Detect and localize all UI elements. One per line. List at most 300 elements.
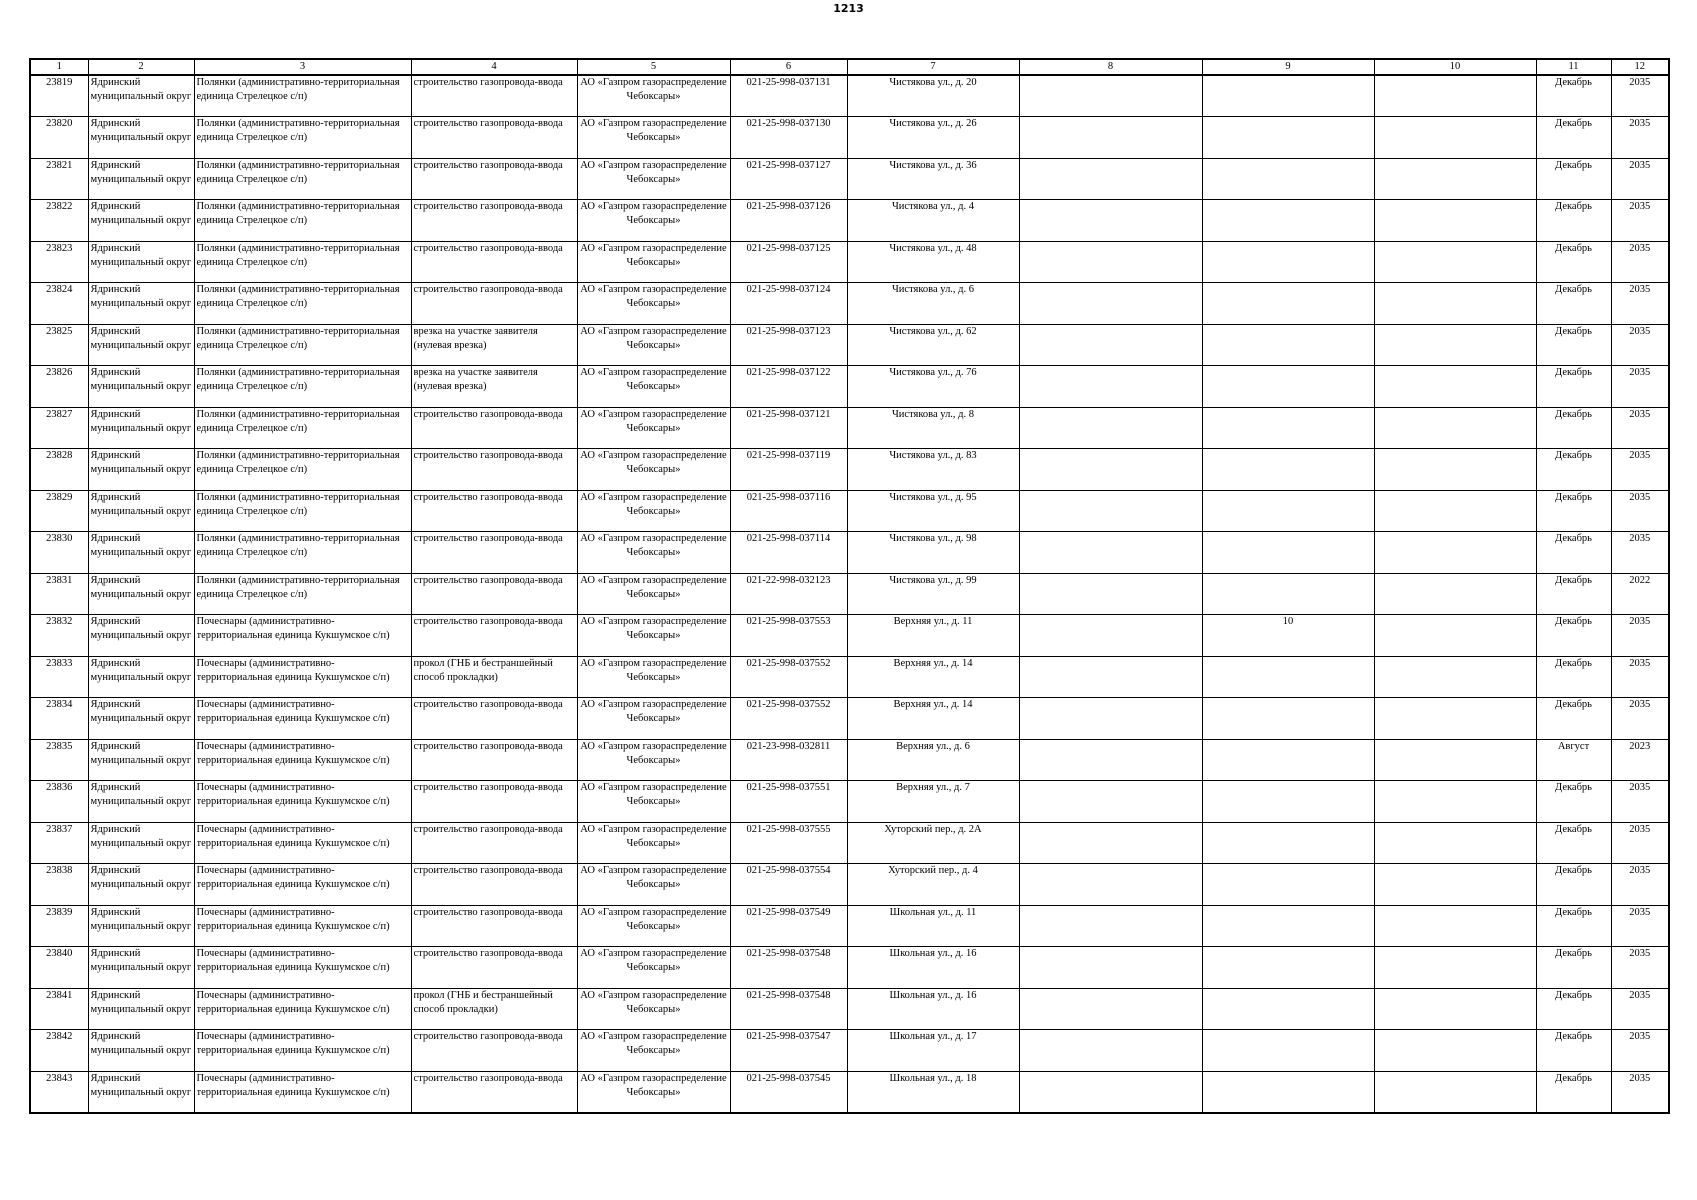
code-cell xyxy=(730,1030,847,1072)
cell-text: Декабрь xyxy=(1555,77,1592,88)
cell-text: 23842 xyxy=(46,1031,73,1042)
col9-cell xyxy=(1202,532,1374,574)
cell-text: Декабрь xyxy=(1555,284,1592,295)
col9-cell xyxy=(1202,283,1374,325)
cell-text: Декабрь xyxy=(1555,408,1592,420)
address-cell xyxy=(847,1030,1019,1072)
year-cell xyxy=(1611,532,1669,574)
address-cell xyxy=(847,988,1019,1030)
year-cell xyxy=(1611,615,1669,657)
cell-text: 2023 xyxy=(1629,740,1651,752)
cell-text: 021-25-998-037551 xyxy=(746,782,831,793)
district-cell xyxy=(88,656,194,698)
column-header-7: 7 xyxy=(847,59,1019,75)
district-cell xyxy=(88,822,194,864)
col8-cell xyxy=(1019,449,1202,491)
code-cell xyxy=(730,324,847,366)
column-header-4: 4 xyxy=(411,59,577,75)
col8-cell xyxy=(1019,988,1202,1030)
month-cell xyxy=(1536,241,1611,283)
cell-text: строительство газопровода-ввода xyxy=(413,699,563,710)
code-cell xyxy=(730,905,847,947)
cell-text: 2035 xyxy=(1629,367,1651,378)
cell-text: Ядринский муниципальный округ xyxy=(90,574,192,600)
cell-text: Декабрь xyxy=(1555,450,1592,461)
district-cell xyxy=(88,988,194,1030)
cell-text: 2035 xyxy=(1629,118,1651,129)
col9-cell xyxy=(1202,490,1374,532)
cell-text: 021-25-998-037547 xyxy=(746,1031,831,1042)
cell-text: Полянки (административно-территориальная единица Стрелецкое с/п) xyxy=(196,491,400,517)
address-cell xyxy=(847,158,1019,200)
cell-text: Декабрь xyxy=(1555,159,1592,171)
cell-text: Ядринский муниципальный округ xyxy=(90,118,192,143)
settlement-cell xyxy=(194,988,411,1030)
cell-text: Почеснары (административно-территориальная единица Кукшумское с/п) xyxy=(196,906,390,932)
cell-text: АО «Газпром газораспределение Чебоксары» xyxy=(580,491,727,517)
cell-text: Декабрь xyxy=(1555,574,1592,586)
cell-text: Верхняя ул., д. 14 xyxy=(893,657,973,669)
cell-text: Декабрь xyxy=(1555,1031,1592,1042)
cell-text: 021-25-998-037125 xyxy=(746,242,831,254)
cell-text: АО «Газпром газораспределение Чебоксары» xyxy=(580,574,727,600)
cell-text: строительство газопровода-ввода xyxy=(413,77,563,88)
cell-text: строительство газопровода-ввода xyxy=(413,782,563,793)
month-cell xyxy=(1536,1071,1611,1113)
organization-cell xyxy=(577,1071,730,1113)
cell-text: Чистякова ул., д. 98 xyxy=(889,533,977,544)
cell-text: Чистякова ул., д. 36 xyxy=(889,159,977,171)
cell-text: АО «Газпром газораспределение Чебоксары» xyxy=(580,865,727,890)
district-cell xyxy=(88,615,194,657)
cell-text: Ядринский муниципальный округ xyxy=(90,906,192,932)
district-cell xyxy=(88,947,194,989)
organization-cell xyxy=(577,490,730,532)
cell-text: АО «Газпром газораспределение Чебоксары» xyxy=(580,77,727,102)
cell-text: 021-25-998-037555 xyxy=(746,823,831,835)
row-number-cell xyxy=(30,573,88,615)
cell-text: Чистякова ул., д. 4 xyxy=(891,201,975,212)
year-cell xyxy=(1611,905,1669,947)
address-cell xyxy=(847,366,1019,408)
organization-cell xyxy=(577,573,730,615)
settlement-cell xyxy=(194,864,411,906)
col8-cell xyxy=(1019,656,1202,698)
col10-cell xyxy=(1374,407,1536,449)
organization-cell xyxy=(577,988,730,1030)
col8-cell xyxy=(1019,947,1202,989)
cell-text: 2035 xyxy=(1629,450,1651,461)
code-cell xyxy=(730,573,847,615)
organization-cell xyxy=(577,158,730,200)
row-number-cell xyxy=(30,117,88,159)
cell-text: 021-25-998-037126 xyxy=(746,201,831,212)
cell-text: 021-25-998-037548 xyxy=(746,948,831,959)
cell-text: Декабрь xyxy=(1555,242,1592,254)
month-cell xyxy=(1536,947,1611,989)
row-number-cell xyxy=(30,449,88,491)
year-cell xyxy=(1611,241,1669,283)
table-row xyxy=(30,117,1669,159)
cell-text: строительство газопровода-ввода xyxy=(413,574,563,586)
col9-cell xyxy=(1202,905,1374,947)
work-type-cell xyxy=(411,573,577,615)
month-cell xyxy=(1536,324,1611,366)
code-cell xyxy=(730,698,847,740)
cell-text: 2035 xyxy=(1629,284,1651,295)
month-cell xyxy=(1536,739,1611,781)
work-type-cell xyxy=(411,615,577,657)
organization-cell xyxy=(577,283,730,325)
cell-text: Верхняя ул., д. 14 xyxy=(893,699,973,710)
cell-text: 021-25-998-037130 xyxy=(746,118,831,129)
month-cell xyxy=(1536,1030,1611,1072)
organization-cell xyxy=(577,656,730,698)
organization-cell xyxy=(577,1030,730,1072)
col9-cell xyxy=(1202,781,1374,823)
cell-text: Декабрь xyxy=(1555,616,1592,627)
year-cell xyxy=(1611,1071,1669,1113)
cell-text: Почеснары (административно-территориальная единица Кукшумское с/п) xyxy=(196,823,390,849)
cell-text: Декабрь xyxy=(1555,201,1592,212)
table-row xyxy=(30,283,1669,325)
work-type-cell xyxy=(411,1030,577,1072)
settlement-cell xyxy=(194,200,411,242)
month-cell xyxy=(1536,864,1611,906)
cell-text: АО «Газпром газораспределение Чебоксары» xyxy=(580,201,727,226)
cell-text: 23835 xyxy=(46,740,73,752)
address-cell xyxy=(847,905,1019,947)
organization-cell xyxy=(577,864,730,906)
work-type-cell xyxy=(411,905,577,947)
cell-text: 2022 xyxy=(1629,574,1651,586)
month-cell xyxy=(1536,75,1611,117)
cell-text: Ядринский муниципальный округ xyxy=(90,1031,192,1056)
address-cell xyxy=(847,947,1019,989)
settlement-cell xyxy=(194,283,411,325)
row-number-cell xyxy=(30,739,88,781)
table-row xyxy=(30,988,1669,1030)
code-cell xyxy=(730,822,847,864)
settlement-cell xyxy=(194,822,411,864)
row-number-cell xyxy=(30,407,88,449)
cell-text: Декабрь xyxy=(1555,325,1592,337)
cell-text: Декабрь xyxy=(1555,367,1592,378)
work-type-cell xyxy=(411,366,577,408)
col9-cell xyxy=(1202,117,1374,159)
col10-cell xyxy=(1374,1030,1536,1072)
col9-cell xyxy=(1202,615,1374,657)
cell-text: 2035 xyxy=(1629,906,1651,918)
settlement-cell xyxy=(194,1030,411,1072)
organization-cell xyxy=(577,822,730,864)
address-cell xyxy=(847,573,1019,615)
cell-text: 23834 xyxy=(46,699,73,710)
row-number-cell xyxy=(30,822,88,864)
work-type-cell xyxy=(411,988,577,1030)
cell-text: Верхняя ул., д. 11 xyxy=(893,616,973,627)
col9-cell xyxy=(1202,698,1374,740)
settlement-cell xyxy=(194,573,411,615)
row-number-cell xyxy=(30,615,88,657)
cell-text: 23826 xyxy=(46,367,73,378)
cell-text: Ядринский муниципальный округ xyxy=(90,77,192,102)
cell-text: Декабрь xyxy=(1555,989,1592,1001)
code-cell xyxy=(730,864,847,906)
col8-cell xyxy=(1019,407,1202,449)
cell-text: Декабрь xyxy=(1555,533,1592,544)
col8-cell xyxy=(1019,1030,1202,1072)
code-cell xyxy=(730,1071,847,1113)
cell-text: АО «Газпром газораспределение Чебоксары» xyxy=(580,159,727,185)
col10-cell xyxy=(1374,781,1536,823)
cell-text: Хуторский пер., д. 2А xyxy=(884,823,982,835)
cell-text: строительство газопровода-ввода xyxy=(413,284,563,295)
cell-text: 23823 xyxy=(46,242,73,254)
cell-text: 2035 xyxy=(1629,408,1651,420)
cell-text: АО «Газпром газораспределение Чебоксары» xyxy=(580,367,727,392)
cell-text: строительство газопровода-ввода xyxy=(413,948,563,959)
cell-text: прокол (ГНБ и бестраншейный способ прокладки) xyxy=(413,657,553,683)
cell-text: Полянки (административно-территориальная единица Стрелецкое с/п) xyxy=(196,159,400,185)
organization-cell xyxy=(577,739,730,781)
cell-text: 021-25-998-037127 xyxy=(746,159,831,171)
col9-cell xyxy=(1202,449,1374,491)
address-cell xyxy=(847,490,1019,532)
col8-cell xyxy=(1019,366,1202,408)
page-number: 1213 xyxy=(833,2,864,15)
cell-text: Ядринский муниципальный округ xyxy=(90,367,192,392)
work-type-cell xyxy=(411,532,577,574)
cell-text: Ядринский муниципальный округ xyxy=(90,989,192,1015)
cell-text: врезка на участке заявителя (нулевая врезка) xyxy=(413,325,538,351)
cell-text: 2035 xyxy=(1629,201,1651,212)
work-type-cell xyxy=(411,449,577,491)
cell-text: Чистякова ул., д. 99 xyxy=(889,574,977,586)
column-header-11: 11 xyxy=(1536,59,1611,75)
cell-text: 2035 xyxy=(1629,325,1651,337)
code-cell xyxy=(730,739,847,781)
cell-text: 2035 xyxy=(1629,491,1651,503)
cell-text: Декабрь xyxy=(1555,1072,1592,1084)
cell-text: 23830 xyxy=(46,533,73,544)
cell-text: 021-22-998-032123 xyxy=(746,574,831,586)
address-cell xyxy=(847,449,1019,491)
cell-text: Полянки (административно-территориальная единица Стрелецкое с/п) xyxy=(196,533,400,558)
cell-text: 2035 xyxy=(1629,533,1651,544)
cell-text: АО «Газпром газораспределение Чебоксары» xyxy=(580,1031,727,1056)
work-type-cell xyxy=(411,117,577,159)
month-cell xyxy=(1536,822,1611,864)
year-cell xyxy=(1611,366,1669,408)
code-cell xyxy=(730,200,847,242)
cell-text: строительство газопровода-ввода xyxy=(413,118,563,129)
cell-text: Ядринский муниципальный округ xyxy=(90,533,192,558)
table-body xyxy=(30,75,1669,1113)
cell-text: Школьная ул., д. 18 xyxy=(889,1072,977,1084)
address-cell xyxy=(847,781,1019,823)
month-cell xyxy=(1536,656,1611,698)
column-header-12: 12 xyxy=(1611,59,1669,75)
cell-text: строительство газопровода-ввода xyxy=(413,533,563,544)
settlement-cell xyxy=(194,449,411,491)
table-row xyxy=(30,449,1669,491)
district-cell xyxy=(88,698,194,740)
month-cell xyxy=(1536,781,1611,823)
year-cell xyxy=(1611,449,1669,491)
column-header-2: 2 xyxy=(88,59,194,75)
settlement-cell xyxy=(194,324,411,366)
year-cell xyxy=(1611,490,1669,532)
col8-cell xyxy=(1019,781,1202,823)
col10-cell xyxy=(1374,241,1536,283)
cell-text: Полянки (административно-территориальная единица Стрелецкое с/п) xyxy=(196,574,400,600)
cell-text: 2035 xyxy=(1629,823,1651,835)
table-row xyxy=(30,905,1669,947)
cell-text: Полянки (административно-территориальная единица Стрелецкое с/п) xyxy=(196,325,400,351)
col8-cell xyxy=(1019,1071,1202,1113)
cell-text: Чистякова ул., д. 20 xyxy=(889,77,977,88)
year-cell xyxy=(1611,864,1669,906)
col10-cell xyxy=(1374,822,1536,864)
row-number-cell xyxy=(30,905,88,947)
month-cell xyxy=(1536,117,1611,159)
month-cell xyxy=(1536,573,1611,615)
col8-cell xyxy=(1019,158,1202,200)
column-header-10: 10 xyxy=(1374,59,1536,75)
cell-text: 23837 xyxy=(46,823,73,835)
month-cell xyxy=(1536,532,1611,574)
col9-cell xyxy=(1202,822,1374,864)
cell-text: 2035 xyxy=(1629,989,1651,1001)
cell-text: 2035 xyxy=(1629,616,1651,627)
year-cell xyxy=(1611,739,1669,781)
col8-cell xyxy=(1019,283,1202,325)
work-type-cell xyxy=(411,490,577,532)
cell-text: строительство газопровода-ввода xyxy=(413,906,563,918)
cell-text: АО «Газпром газораспределение Чебоксары» xyxy=(580,118,727,143)
cell-text: Чистякова ул., д. 48 xyxy=(889,242,977,254)
cell-text: строительство газопровода-ввода xyxy=(413,491,563,503)
work-type-cell xyxy=(411,822,577,864)
cell-text: 021-25-998-037554 xyxy=(746,865,831,876)
col9-cell xyxy=(1202,1030,1374,1072)
column-header-6: 6 xyxy=(730,59,847,75)
settlement-cell xyxy=(194,739,411,781)
col8-cell xyxy=(1019,117,1202,159)
cell-text: Почеснары (административно-территориальная единица Кукшумское с/п) xyxy=(196,989,390,1015)
month-cell xyxy=(1536,366,1611,408)
col8-cell xyxy=(1019,200,1202,242)
cell-text: Полянки (административно-территориальная единица Стрелецкое с/п) xyxy=(196,77,400,102)
table-row xyxy=(30,490,1669,532)
cell-text: Чистякова ул., д. 6 xyxy=(891,284,975,295)
settlement-cell xyxy=(194,615,411,657)
settlement-cell xyxy=(194,1071,411,1113)
cell-text: Декабрь xyxy=(1555,823,1592,835)
cell-text: Ядринский муниципальный округ xyxy=(90,865,192,890)
year-cell xyxy=(1611,822,1669,864)
year-cell xyxy=(1611,75,1669,117)
settlement-cell xyxy=(194,490,411,532)
table-row xyxy=(30,407,1669,449)
district-cell xyxy=(88,324,194,366)
code-cell xyxy=(730,75,847,117)
table-row xyxy=(30,739,1669,781)
settlement-cell xyxy=(194,905,411,947)
organization-cell xyxy=(577,75,730,117)
work-type-cell xyxy=(411,781,577,823)
row-number-cell xyxy=(30,532,88,574)
row-number-cell xyxy=(30,366,88,408)
district-cell xyxy=(88,75,194,117)
year-cell xyxy=(1611,988,1669,1030)
cell-text: Ядринский муниципальный округ xyxy=(90,740,192,766)
district-cell xyxy=(88,1071,194,1113)
col8-cell xyxy=(1019,241,1202,283)
address-cell xyxy=(847,615,1019,657)
col9-cell xyxy=(1202,864,1374,906)
col10-cell xyxy=(1374,947,1536,989)
col10-cell xyxy=(1374,988,1536,1030)
cell-text: АО «Газпром газораспределение Чебоксары» xyxy=(580,450,727,475)
col8-cell xyxy=(1019,532,1202,574)
row-number-cell xyxy=(30,75,88,117)
cell-text: Ядринский муниципальный округ xyxy=(90,201,192,226)
cell-text: Почеснары (административно-территориальная единица Кукшумское с/п) xyxy=(196,657,390,683)
cell-text: Ядринский муниципальный округ xyxy=(90,782,192,807)
year-cell xyxy=(1611,283,1669,325)
work-type-cell xyxy=(411,656,577,698)
code-cell xyxy=(730,490,847,532)
cell-text: 021-25-998-037116 xyxy=(746,491,831,503)
cell-text: 2035 xyxy=(1629,159,1651,171)
cell-text: АО «Газпром газораспределение Чебоксары» xyxy=(580,284,727,309)
month-cell xyxy=(1536,988,1611,1030)
organization-cell xyxy=(577,532,730,574)
cell-text: Чистякова ул., д. 26 xyxy=(889,118,977,129)
col9-cell xyxy=(1202,324,1374,366)
cell-text: Декабрь xyxy=(1555,491,1592,503)
code-cell xyxy=(730,117,847,159)
col10-cell xyxy=(1374,698,1536,740)
cell-text: Ядринский муниципальный округ xyxy=(90,408,192,434)
cell-text: 021-25-998-037124 xyxy=(746,284,831,295)
cell-text: строительство газопровода-ввода xyxy=(413,201,563,212)
cell-text: 021-25-998-037553 xyxy=(746,616,831,627)
cell-text: АО «Газпром газораспределение Чебоксары» xyxy=(580,657,727,683)
cell-text: строительство газопровода-ввода xyxy=(413,865,563,876)
district-cell xyxy=(88,781,194,823)
organization-cell xyxy=(577,615,730,657)
code-cell xyxy=(730,988,847,1030)
address-cell xyxy=(847,324,1019,366)
row-number-cell xyxy=(30,1030,88,1072)
column-header-3: 3 xyxy=(194,59,411,75)
year-cell xyxy=(1611,573,1669,615)
cell-text: Чистякова ул., д. 8 xyxy=(891,408,975,420)
cell-text: 021-25-998-037122 xyxy=(746,367,831,378)
col10-cell xyxy=(1374,490,1536,532)
cell-text: 23828 xyxy=(46,450,73,461)
cell-text: Почеснары (административно-территориальная единица Кукшумское с/п) xyxy=(196,782,390,807)
settlement-cell xyxy=(194,947,411,989)
address-cell xyxy=(847,75,1019,117)
row-number-cell xyxy=(30,947,88,989)
cell-text: Ядринский муниципальный округ xyxy=(90,699,192,724)
cell-text: Декабрь xyxy=(1555,699,1592,710)
cell-text: АО «Газпром газораспределение Чебоксары» xyxy=(580,989,727,1015)
